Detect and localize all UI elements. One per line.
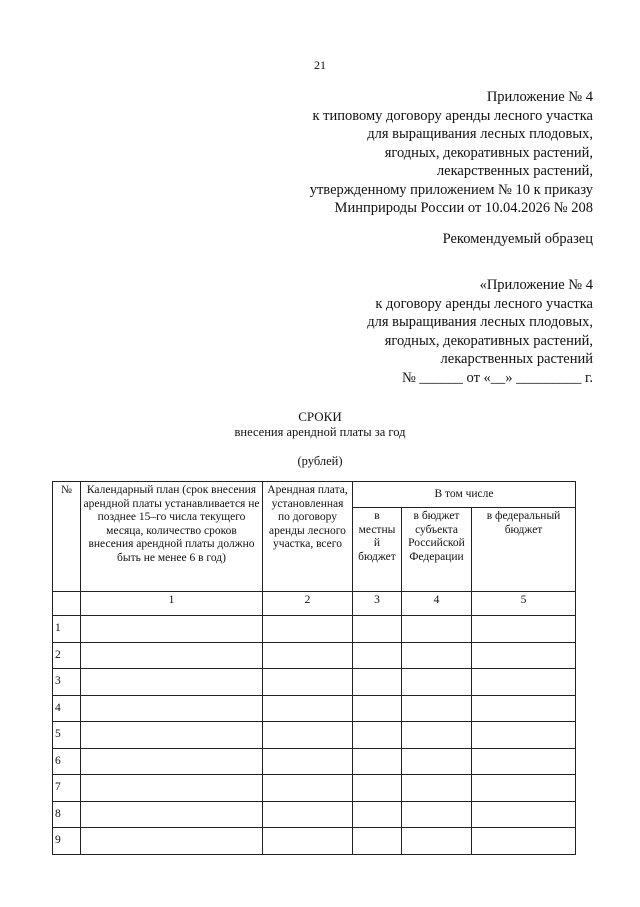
sub-annex-line: ягодных, декоративных растений, xyxy=(384,332,593,349)
document-title: СРОКИ xyxy=(298,409,342,424)
annex-line: утвержденному приложением № 10 к приказу xyxy=(309,181,593,198)
row-number: 7 xyxy=(53,775,81,802)
table-cell xyxy=(472,722,576,749)
table-row xyxy=(53,722,576,749)
header-local-budget: в местны й бюджет xyxy=(353,508,402,592)
table-cell xyxy=(263,722,353,749)
column-number-cell: 5 xyxy=(472,592,576,616)
sub-annex-header xyxy=(367,276,593,387)
table-cell xyxy=(402,616,472,643)
table-cell xyxy=(81,695,263,722)
header-including: В том числе xyxy=(353,482,576,508)
table-cell xyxy=(402,801,472,828)
table-cell xyxy=(402,642,472,669)
table-row xyxy=(53,642,576,669)
table-cell xyxy=(263,695,353,722)
document-subtitle: внесения арендной платы за год xyxy=(234,425,406,439)
table-row xyxy=(53,775,576,802)
annex-line: для выращивания лесных плодовых, xyxy=(367,126,593,142)
table-cell xyxy=(353,642,402,669)
column-number-cell xyxy=(53,592,81,616)
table-cell xyxy=(81,642,263,669)
table-cell xyxy=(472,616,576,643)
table-cell xyxy=(263,748,353,775)
column-number-cell: 1 xyxy=(81,592,263,616)
annex-line: Минприроды России от 10.04.2026 № 208 xyxy=(334,200,593,216)
table-cell xyxy=(472,669,576,696)
table-cell xyxy=(353,722,402,749)
annex-line: лекарственных растений, xyxy=(436,163,593,179)
table-row xyxy=(53,616,576,643)
table-cell xyxy=(81,669,263,696)
table-cell xyxy=(472,748,576,775)
table-cell xyxy=(472,828,576,855)
table-cell xyxy=(472,801,576,828)
table-cell xyxy=(472,642,576,669)
table-cell xyxy=(263,669,353,696)
row-number: 4 xyxy=(53,695,81,722)
table-cell xyxy=(353,695,402,722)
unit-label: (рублей) xyxy=(297,454,343,468)
table-row xyxy=(53,801,576,828)
annex-line: к типовому договору аренды лесного участка xyxy=(312,107,593,124)
table-row xyxy=(53,695,576,722)
row-number: 3 xyxy=(53,669,81,696)
table-cell xyxy=(353,669,402,696)
payment-schedule-table xyxy=(52,481,576,855)
table-cell xyxy=(402,669,472,696)
column-number-cell: 4 xyxy=(402,592,472,616)
header-regional-budget: в бюджет субъекта Российской Федерации xyxy=(402,508,472,592)
row-number: 6 xyxy=(53,748,81,775)
header-rent-total: Арендная плата, установленная по договору аренды лесного участка, всего xyxy=(263,482,353,592)
table-cell xyxy=(263,616,353,643)
row-number: 9 xyxy=(53,828,81,855)
annex-header xyxy=(310,88,593,218)
column-number-cell: 2 xyxy=(263,592,353,616)
row-number: 8 xyxy=(53,801,81,828)
table-cell xyxy=(472,695,576,722)
table-cell xyxy=(263,642,353,669)
column-number-row xyxy=(53,592,576,616)
header-federal-budget: в федеральный бюджет xyxy=(472,508,576,592)
sub-annex-line: № ______ от «__» _________ г. xyxy=(401,369,593,386)
table-cell xyxy=(353,775,402,802)
header-no: № xyxy=(53,482,81,592)
annex-line: ягодных, декоративных растений, xyxy=(384,144,593,161)
table-cell xyxy=(263,801,353,828)
table-cell xyxy=(472,775,576,802)
column-number-cell: 3 xyxy=(353,592,402,616)
sub-annex-line: для выращивания лесных плодовых, xyxy=(367,314,593,330)
header-calendar-plan: Календарный план (срок внесения арендной платы устанавливается не позднее 15–го числа текущего месяца, количество сроков внесения арендной платы должно быть не менее 6 в год) xyxy=(81,482,263,592)
table-cell xyxy=(353,616,402,643)
table-cell xyxy=(353,801,402,828)
table-cell xyxy=(81,616,263,643)
table-cell xyxy=(402,748,472,775)
sub-annex-line: к договору аренды лесного участка xyxy=(375,295,593,312)
row-number: 1 xyxy=(53,616,81,643)
table-cell xyxy=(81,722,263,749)
table-row xyxy=(53,669,576,696)
recommended-sample-label: Рекомендуемый образец xyxy=(442,231,593,247)
table-cell xyxy=(402,722,472,749)
table-cell xyxy=(402,775,472,802)
table-cell xyxy=(81,801,263,828)
table-cell xyxy=(353,748,402,775)
table-cell xyxy=(81,748,263,775)
row-number: 5 xyxy=(53,722,81,749)
page-number: 21 xyxy=(314,58,326,72)
row-number: 2 xyxy=(53,642,81,669)
table-cell xyxy=(402,828,472,855)
table-row xyxy=(53,828,576,855)
table-cell xyxy=(353,828,402,855)
annex-line: Приложение № 4 xyxy=(486,89,593,105)
table-cell xyxy=(81,828,263,855)
sub-annex-line: лекарственных растений xyxy=(440,351,593,367)
table-cell xyxy=(402,695,472,722)
table-cell xyxy=(81,775,263,802)
sub-annex-line: «Приложение № 4 xyxy=(479,277,593,293)
table-cell xyxy=(263,775,353,802)
table-cell xyxy=(263,828,353,855)
table-row xyxy=(53,748,576,775)
